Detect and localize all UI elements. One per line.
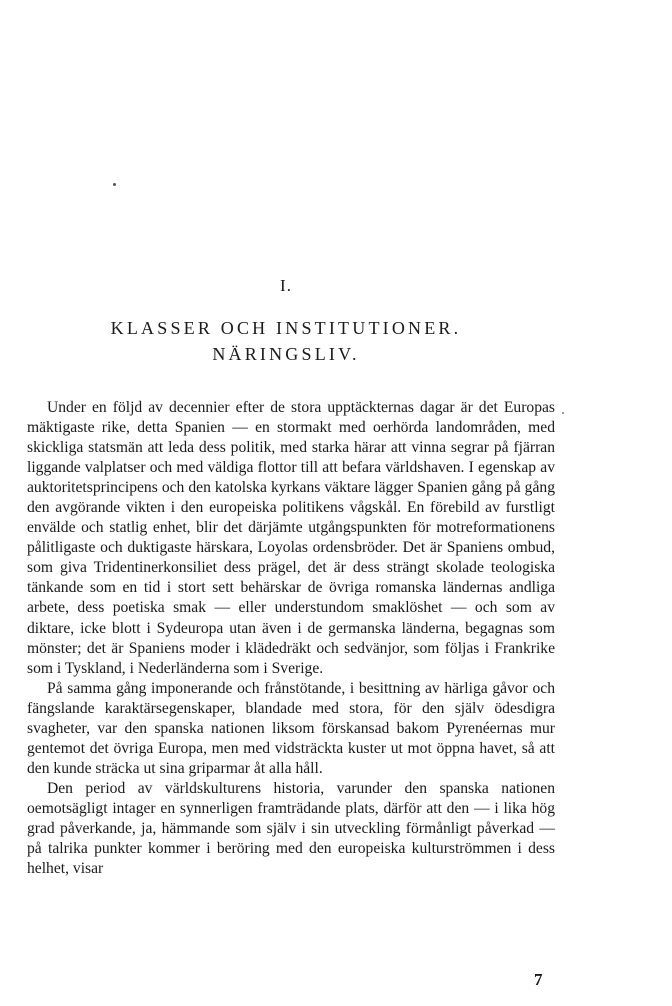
chapter-title-line-2: NÄRINGSLIV. [212,344,360,364]
page-number: 7 [534,970,543,989]
paragraph-3: Den period av världskulturens historia, varunder den spanska nationen oemotsägligt intager en synnerligen framträdande plats, därför att den — i lika hög grad påverkande, ja, hämmande som själv i sin utveckling förmånligt påverkad — på talrika punkter kommer i beröring med den europeiska kulturströmmen i dess helhet, visar [27,779,555,878]
paragraph-2: På samma gång imponerande och frånstötande, i besittning av härliga gåvor och fängslande karaktärsegenskaper, blandade med stora, för den själv ödesdigra svagheter, var den spanska nationen liksom förskansad bakom Pyrenéernas mur gentemot det övriga Europa, men med vidsträckta kuster ut mot öppna havet, så att den kunde sträcka ut sina griparmar åt alla håll. [27,679,555,777]
chapter-title-line-1: KLASSER OCH INSTITUTIONER. [110,318,462,338]
print-speck [562,412,564,414]
paragraph-1: Under en följd av decennier efter de stora upptäckternas dagar är det Europas mäktigaste rike, detta Spanien — en stormakt med oerhörda landområden, med skickliga statsmän att leda dess politik, med starka härar att vinna segrar på fjärran liggande valplatser och med väldiga flottor till att befara världshaven. I egenskap av auktoritetsprincipens och den katolska kyrkans väktare lägger Spanien gång på gång den avgörande vikten i den europeiska politikens vågskål. En förebild av furstligt envälde och statlig enhet, blir det därjämte utgångspunkten för motreformationens pålitligaste och duktigaste härskara, Loyolas ordensbröder. Det är Spaniens ombud, som giva Tridentinerkonsiliet dess prägel, det är dess strängt skolade teologiska tänkande som en tid i stort sett behärskar de övriga romanska ländernas andliga arbete, dess poetiska smak — eller understundom smaklöshet — och som av diktare, icke blott i Sydeuropa utan även i de germanska länderna, begagnas som mönster; det är Spaniens moder i klädedräkt och sedvänjor, som följas i Frankrike som i Tyskland, i Nederländerna som i Sverige. [27,399,555,677]
chapter-title [28,315,544,367]
chapter-number: I. [280,276,292,295]
body-text [27,398,555,879]
print-speck [113,183,116,186]
